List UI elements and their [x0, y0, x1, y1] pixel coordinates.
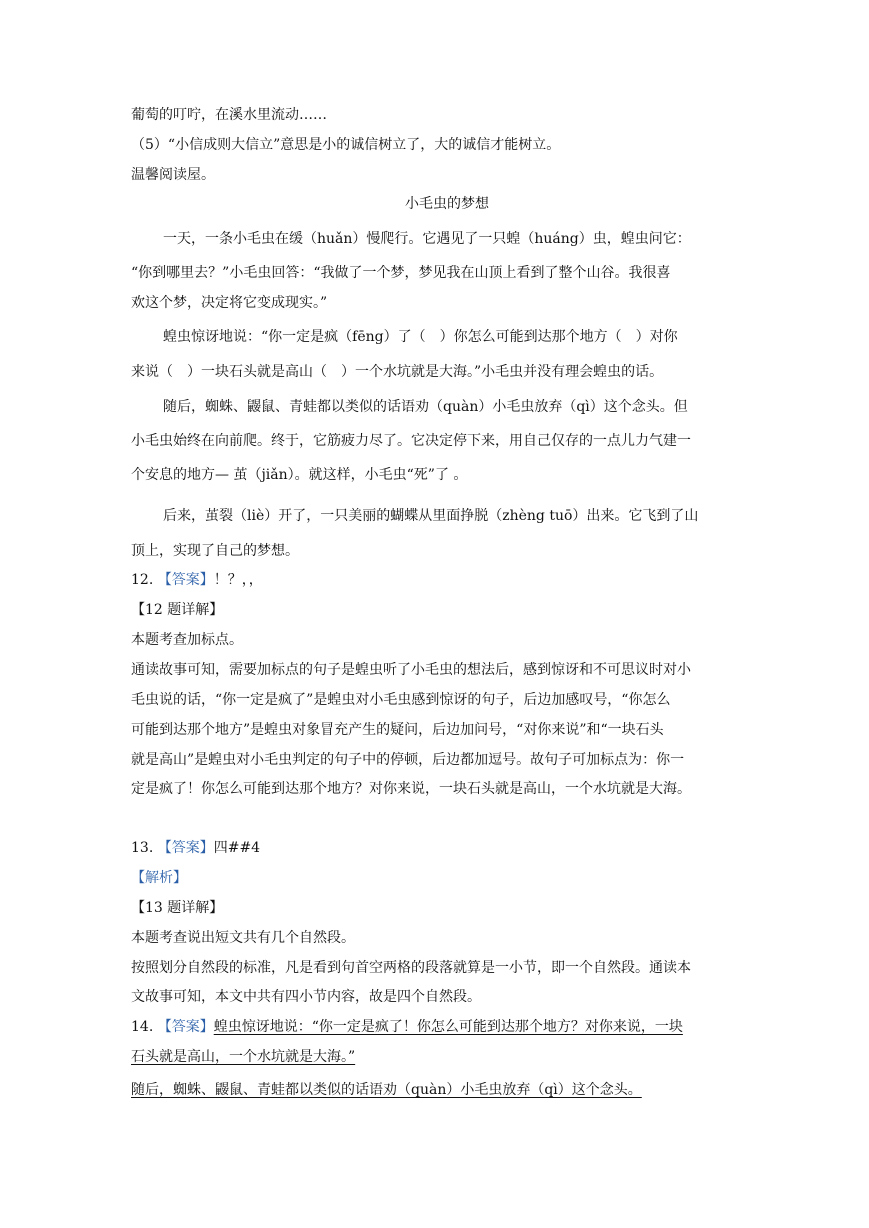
q12-detail-line-3: 毛虫说的话，“你一定是疯了”是蝗虫对小毛虫感到惊讶的句子，后边加感叹号，“你怎么 — [131, 692, 671, 708]
intro-line-2: （5）“小信成则大信立”意思是小的诚信树立了，大的诚信才能树立。 — [131, 137, 561, 153]
q12-detail-line-6: 定是疯了！你怎么可能到达那个地方？对你来说，一块石头就是高山，一个水坑就是大海。 — [131, 781, 691, 797]
q13-detail-line-3: 文故事可知，本文中共有四小节内容，故是四个自然段。 — [131, 989, 481, 1005]
q12-answer-line — [131, 570, 263, 590]
q12-detail-heading: 【12 题详解】 — [131, 602, 224, 618]
q13-detail-heading: 【13 题详解】 — [131, 900, 224, 916]
story-line-10: 顶上，实现了自己的梦想。 — [131, 543, 299, 559]
q14-answer-part-3: 随后，蜘蛛、鼹鼠、青蛙都以类似的话语劝（quàn）小毛虫放弃（qì）这个念头。 — [131, 1082, 642, 1098]
story-line-4: 蝗虫惊讶地说：“你一定是疯（fēng）了（ ）你怎么可能到达那个地方（ ）对你 — [163, 329, 678, 345]
q12-detail-line-1: 本题考查加标点。 — [131, 632, 243, 648]
q13-answer-tag: 【答案】 — [157, 840, 214, 856]
story-line-9: 后来，茧裂（liè）开了，一只美丽的蝴蝶从里面挣脱（zhèng tuō）出来。它飞到了山 — [163, 508, 699, 524]
q13-detail-line-2: 按照划分自然段的标准，凡是看到句首空两格的段落就算是一小节，即一个自然段。通读本 — [131, 960, 691, 976]
q12-answer-tag: 【答案】 — [157, 572, 214, 588]
story-line-8: 个安息的地方— 茧（jiǎn）。就这样，小毛虫“死”了 。 — [131, 467, 468, 483]
intro-line-1: 葡萄的叮咛，在溪水里流动…… — [131, 107, 327, 123]
story-title: 小毛虫的梦想 — [405, 196, 489, 212]
q14-answer-part-2: 石头就是高山，一个水坑就是大海。” — [131, 1049, 356, 1065]
q12-answer: ！？，， — [213, 572, 263, 588]
q13-number: 13. — [131, 840, 158, 856]
story-line-2: “你到哪里去？”小毛虫回答：“我做了一个梦，梦见我在山顶上看到了整个山谷。我很喜 — [131, 265, 671, 281]
story-line-3: 欢这个梦，决定将它变成现实。” — [131, 295, 328, 311]
story-line-6: 随后，蜘蛛、鼹鼠、青蛙都以类似的话语劝（quàn）小毛虫放弃（qì）这个念头。但 — [163, 399, 688, 415]
q12-detail-line-2: 通读故事可知，需要加标点的句子是蝗虫听了小毛虫的想法后，感到惊讶和不可思议时对小 — [131, 662, 691, 678]
story-line-7: 小毛虫始终在向前爬。终于，它筋疲力尽了。它决定停下来，用自己仅存的一点儿力气建一 — [131, 433, 691, 449]
q13-answer: 四##4 — [213, 840, 261, 856]
q13-analysis-tag: 【解析】 — [131, 870, 187, 886]
q14-number: 14. — [131, 1019, 158, 1035]
q14-answer-part-1: 蝗虫惊讶地说：“你一定是疯了！你怎么可能到达那个地方？对你来说，一块 — [213, 1019, 683, 1035]
q13-detail-line-1: 本题考查说出短文共有几个自然段。 — [131, 930, 355, 946]
q12-number: 12. — [131, 572, 158, 588]
story-line-1: 一天，一条小毛虫在缓（huǎn）慢爬行。它遇见了一只蝗（huáng）虫，蝗虫问它： — [163, 231, 691, 247]
q14-answer-line — [131, 1017, 683, 1037]
q12-detail-line-4: 可能到达那个地方”是蝗虫对象冒充产生的疑问，后边加问号，“对你来说”和“一块石头 — [131, 722, 664, 738]
q14-answer-tag: 【答案】 — [157, 1019, 214, 1035]
intro-line-3: 温馨阅读屋。 — [131, 167, 215, 183]
q12-detail-line-5: 就是高山”是蝗虫对小毛虫判定的句子中的停顿，后边都加逗号。故句子可加标点为：你一 — [131, 752, 685, 768]
story-line-5: 来说（ ）一块石头就是高山（ ）一个水坑就是大海。”小毛虫并没有理会蝗虫的话。 — [131, 364, 664, 380]
q13-answer-line — [131, 838, 260, 858]
